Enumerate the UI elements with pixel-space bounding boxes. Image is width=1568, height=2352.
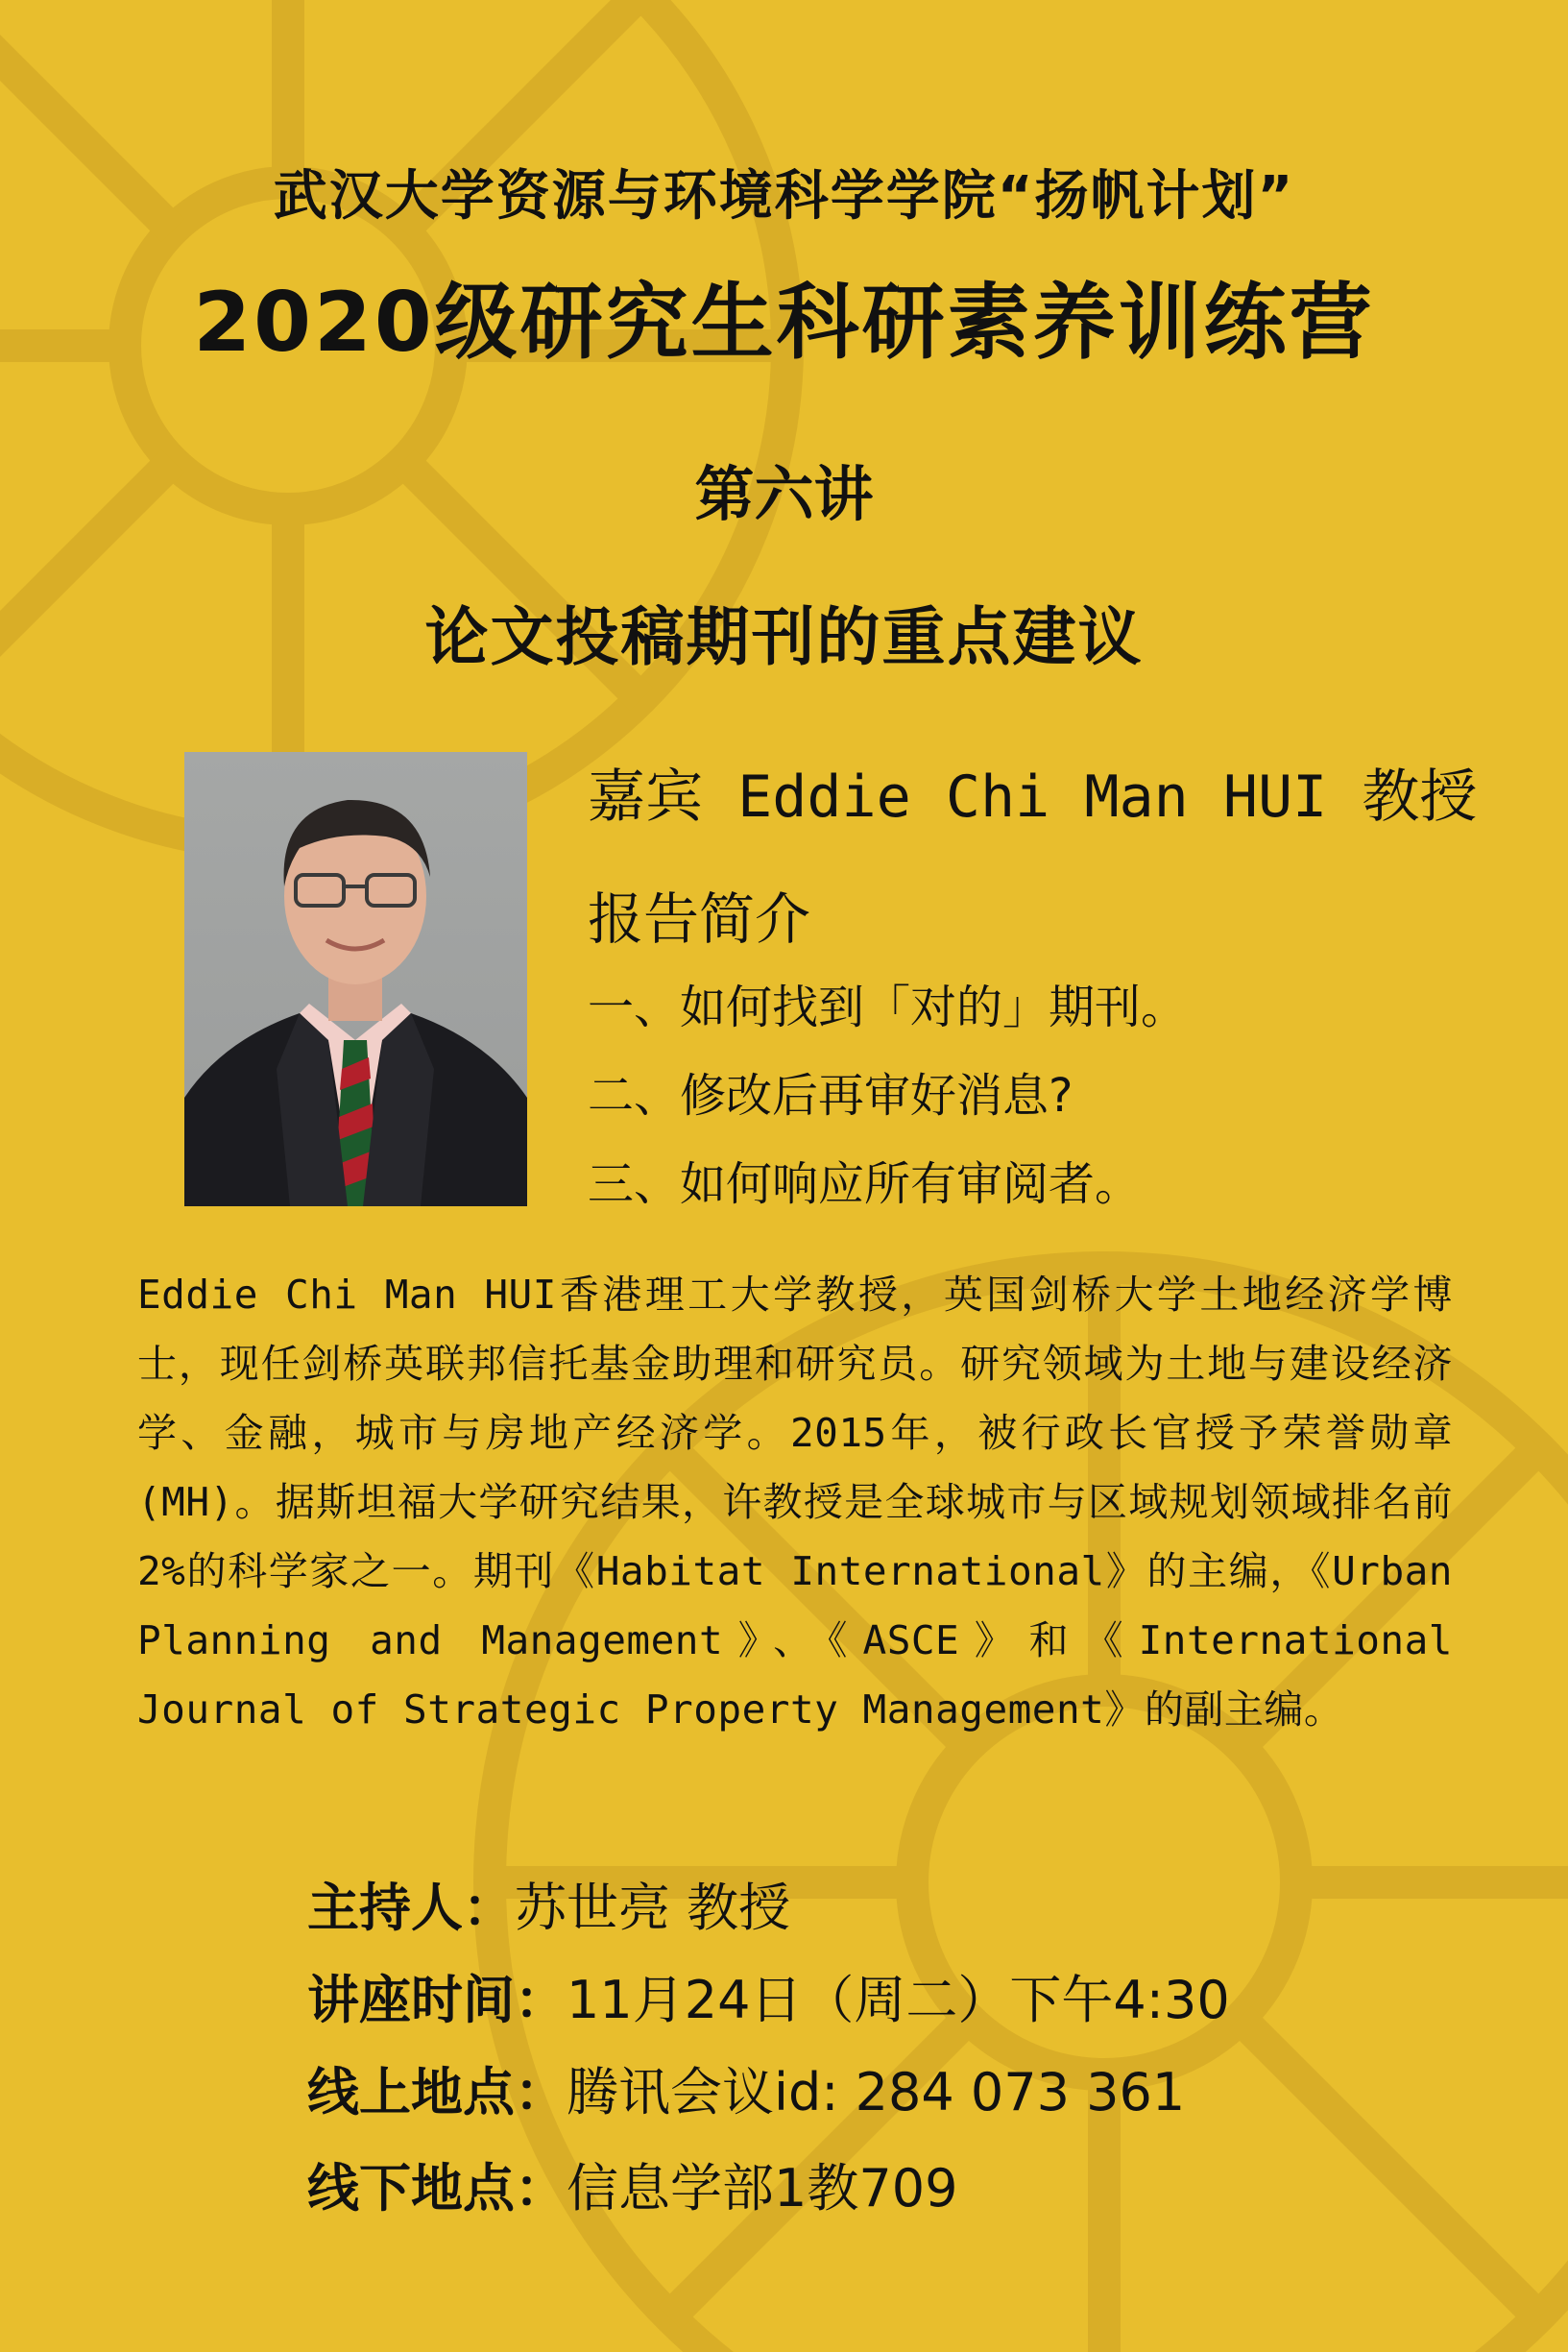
event-title: 2020级研究生科研素养训练营: [193, 275, 1375, 371]
guest-title: 教授: [1362, 764, 1478, 831]
time-value: 11月24日（周二）下午4:30: [567, 1970, 1230, 2030]
host-label: 主持人：: [307, 1878, 515, 1938]
abstract-heading: 报告简介: [588, 886, 811, 952]
abstract-item: 一、如何找到「对的」期刊。: [588, 981, 1188, 1034]
host-value: 苏世亮 教授: [515, 1878, 791, 1938]
guest-line: [588, 751, 1477, 834]
online-location-value: 腾讯会议id: 284 073 361: [567, 2062, 1186, 2122]
organizer-line: 武汉大学资源与环境科学学院“扬帆计划”: [273, 165, 1295, 228]
online-location-label: 线上地点：: [307, 2062, 567, 2122]
speaker-photo: [184, 752, 527, 1206]
abstract-item: 三、如何响应所有审阅者。: [588, 1157, 1142, 1211]
time-label: 讲座时间：: [307, 1970, 567, 2030]
guest-name: Eddie Chi Man HUI: [737, 764, 1328, 831]
time-row: [307, 1959, 1230, 2033]
abstract-item: 二、修改后再审好消息?: [588, 1069, 1073, 1123]
offline-location-value: 信息学部1教709: [567, 2158, 958, 2219]
lecture-number: 第六讲: [694, 459, 874, 529]
lecture-topic-title: 论文投稿期刊的重点建议: [424, 600, 1144, 674]
speaker-bio: Eddie Chi Man HUI香港理工大学教授，英国剑桥大学土地经济学博士，现任剑桥英联邦信托基金助理和研究员。研究领域为土地与建设经济学、金融，城市与房地产经济学。2015年，被行政长官授予荣誉勋章(MH)。据斯坦福大学研究结果，许教授是全球城市与区域规划领域排名前2%的科学家之一。期刊《Habitat International》的主编，《Urban Planning and Management》、《ASCE》和《International Journal of Strategic Property Management》的副主编。: [137, 1272, 1453, 1733]
offline-location-row: [307, 2147, 957, 2221]
guest-prefix: 嘉宾: [588, 764, 703, 831]
online-location-row: [307, 2051, 1185, 2125]
host-row: [307, 1867, 790, 1941]
offline-location-label: 线下地点：: [307, 2158, 567, 2219]
speaker-portrait-illustration: [184, 752, 527, 1206]
